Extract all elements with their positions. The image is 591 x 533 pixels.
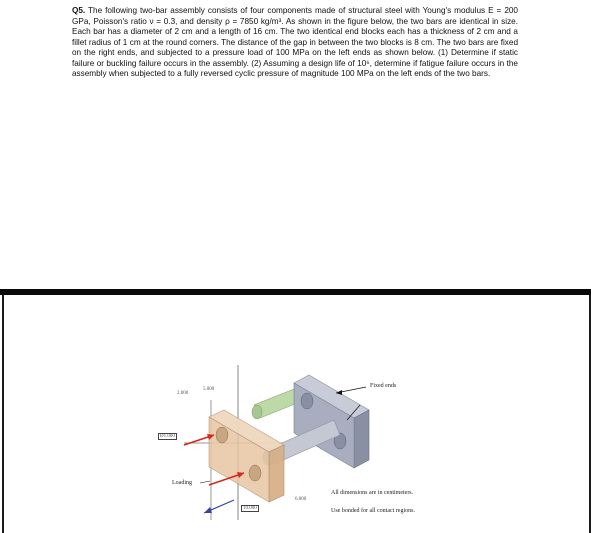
bonded-note: Use bonded for all contact regions.	[331, 508, 415, 514]
fixed-ends-label: Fixed ends	[370, 383, 397, 389]
loading-leader	[200, 481, 210, 483]
dimension-diameter: Ø1.000	[160, 434, 175, 439]
dimension-width: 10.000	[243, 506, 257, 511]
problem-statement	[72, 6, 518, 80]
dimension-top-right: 5.000	[203, 387, 215, 392]
question-body: The following two-bar assembly consists of four components made of structural steel with Young's modulus E = 200 GPa, Poisson's ratio ν = 0.3, and density ρ = 7850 kg/m³. As shown in the figure below, the two bars are identical in size. Each bar has a diameter of 2 cm and a length of 16 cm. The two identical end blocks each has a thickness of 2 cm and a fillet radius of 1 cm at the round corners. The distance of the gap in between the two blocks is 8 cm. The two bars are fixed on the right ends, and subjected to a pressure load of 100 MPa on the left ends as shown below. (1) Determine if static failure or buckling failure occurs in the assembly. (2) Assuming a design life of 10⁶, determine if fatigue failure occurs in the assembly when subjected to a fully reversed cyclic pressure of magnitude 100 MPa on the left ends of the two bars.	[72, 6, 518, 78]
dimension-top-left: 2.000	[177, 391, 189, 396]
dimension-height: 6.000	[295, 497, 307, 502]
units-note: All dimensions are in centimeters.	[331, 490, 414, 496]
axis-arrow	[204, 500, 234, 513]
question-number: Q5.	[72, 6, 86, 15]
loaded-end-block	[209, 410, 284, 502]
loading-label: Loading	[172, 480, 192, 486]
figure-panel	[2, 295, 591, 533]
